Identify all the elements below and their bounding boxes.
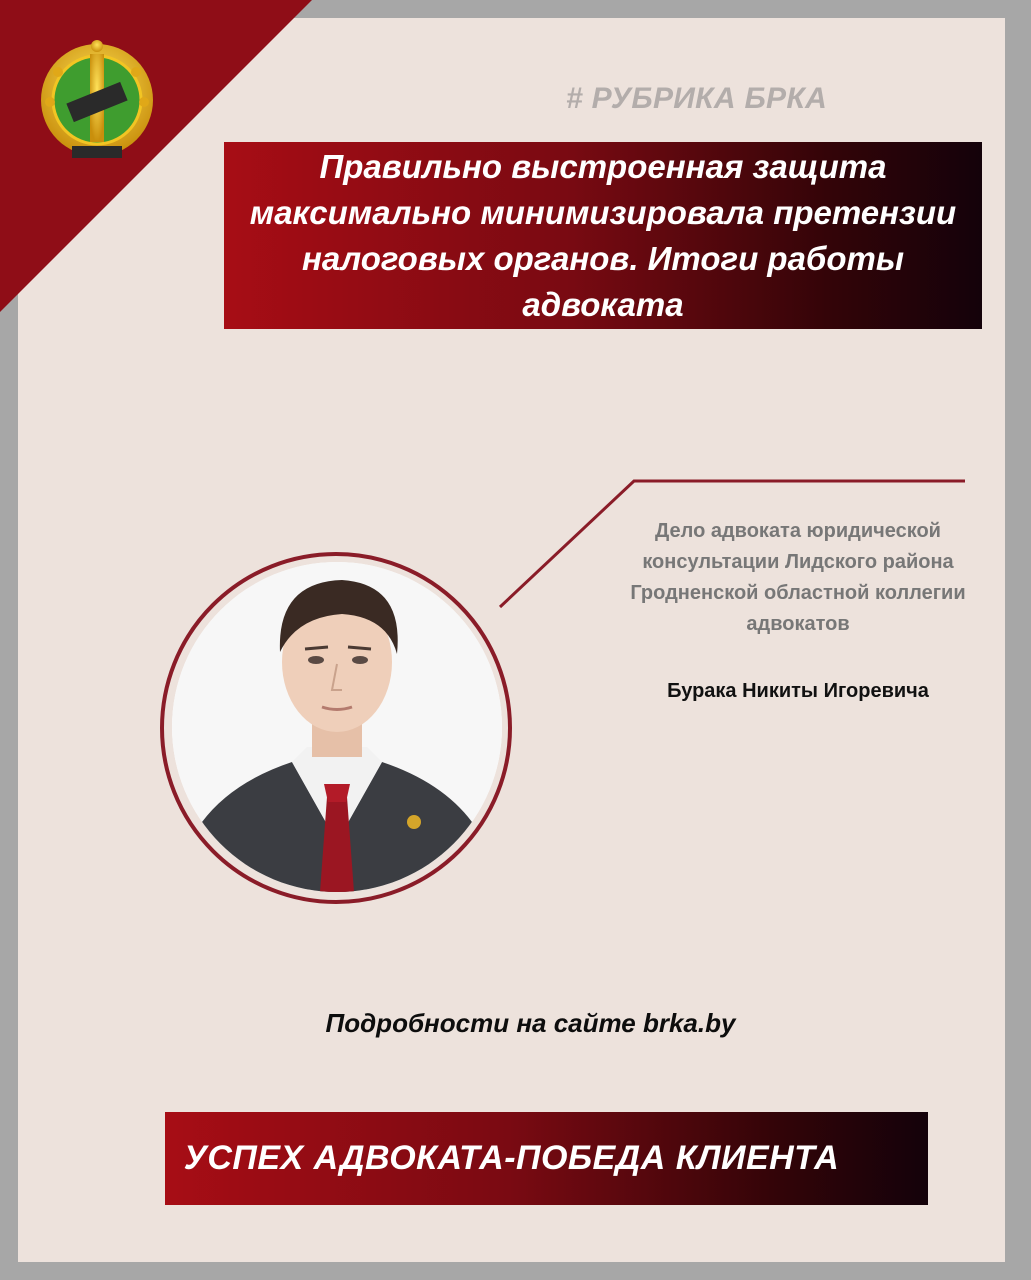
details-link-text: Подробности на сайте brka.by <box>325 1008 736 1038</box>
lawyer-name: Бурака Никиты Игоревича <box>667 680 929 702</box>
case-description <box>598 516 998 640</box>
headline-line: Правильно выстроенная защита <box>319 147 887 185</box>
lawyer-portrait-photo <box>172 562 502 892</box>
case-description-line: Гродненской областной коллегии <box>630 582 966 604</box>
case-description-line: Дело адвоката юридической <box>655 520 941 542</box>
motto-banner <box>165 1112 928 1205</box>
headline-line: максимально минимизировала претензии <box>249 193 957 231</box>
motto: УСПЕХ АДВОКАТА-ПОБЕДА КЛИЕНТА <box>183 1139 840 1177</box>
portrait-icon <box>172 562 502 892</box>
rubric-label: # РУБРИКА БРКА <box>566 82 828 115</box>
case-description-line: консультации Лидского района <box>642 551 954 573</box>
case-description-line: адвокатов <box>746 613 850 635</box>
headline-line: налоговых органов. Итоги работы адвоката <box>301 239 905 323</box>
